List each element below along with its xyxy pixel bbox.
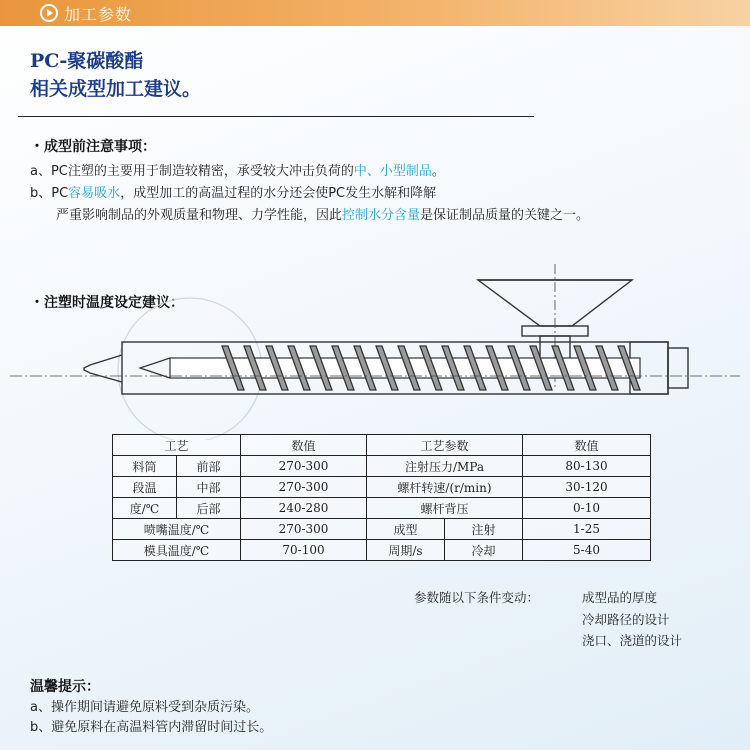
precaution-b [30,182,436,201]
title-divider [18,116,534,117]
table-cell: 模具温度/℃ [113,540,241,561]
table-header-cell: 数值 [523,435,651,456]
table-cell: 螺杆转速/(r/min) [367,477,523,498]
precaution-a-text: a、PC注塑的主要用于制造较精密，承受较大冲击负荷的 [30,164,354,179]
table-cell: 注射压力/MPa [367,456,523,477]
table-row [113,477,651,498]
barrel-nozzle [84,355,122,382]
table-header-cell: 工艺参数 [367,435,523,456]
precaution-a-highlight: 中、小型制品 [353,164,432,179]
condition-item: 浇口、浇道的设计 [582,633,683,648]
table-cell: 周期/s [367,540,445,561]
precaution-b-middle: ，成型加工的高温过程的水分还会使PC发生水解和降解 [120,186,437,201]
table-cell: 注射 [445,519,523,540]
page-title-line1: PC-聚碳酸酯 [30,50,144,72]
precaution-a [30,160,445,179]
table-cell: 成型 [367,519,445,540]
precaution-b-line2-suffix: 是保证制品质量的关键之一。 [420,208,590,223]
section-header-label: 加工参数 [64,5,133,24]
table-row [113,498,651,519]
screw-tip [140,358,170,378]
table-cell: 螺杆背压 [367,498,523,519]
table-cell: 30-120 [523,477,651,498]
table-cell: 段温 [113,477,177,498]
table-cell: 270-300 [241,477,367,498]
temperature-heading: ・注塑时温度设定建议： [30,295,184,311]
table-cell: 80-130 [523,456,651,477]
precaution-b-highlight1: 容易吸水 [68,186,121,201]
condition-item: 成型品的厚度 [582,590,658,605]
table-cell: 冷却 [445,540,523,561]
table-cell: 270-300 [241,519,367,540]
injection-screw-diagram [0,260,750,440]
precaution-a-suffix: 。 [431,164,445,179]
table-cell: 5-40 [523,540,651,561]
table-header-cell: 工艺 [113,435,241,456]
table-cell: 70-100 [241,540,367,561]
table-row [113,519,651,540]
table-cell: 1-25 [523,519,651,540]
table-cell: 度/℃ [113,498,177,519]
conditions-label: 参数随以下条件变动： [414,590,540,605]
section-header-bar [0,0,750,26]
precaution-b-line2 [56,204,589,223]
page-title-line2: 相关成型加工建议。 [30,78,202,100]
table-cell: 料筒 [113,456,177,477]
table-header-cell: 数值 [241,435,367,456]
tips-heading: 温馨提示： [30,679,100,695]
table-cell: 270-300 [241,456,367,477]
table-cell: 中部 [177,477,241,498]
play-circle-icon [40,4,58,22]
precaution-b-line2-prefix: 严重影响制品的外观质量和物理、力学性能，因此 [56,208,343,223]
tip-a: a、操作期间请避免原料受到杂质污染。 [30,700,259,715]
condition-item: 冷却路径的设计 [582,612,670,627]
process-parameter-table [112,434,651,561]
table-cell: 喷嘴温度/℃ [113,519,241,540]
table-cell: 后部 [177,498,241,519]
table-cell: 前部 [177,456,241,477]
table-header-row [113,435,651,456]
tip-b: b、避免原料在高温料管内滞留时间过长。 [30,720,273,735]
precaution-b-prefix: b、PC [30,186,69,201]
precaution-b-highlight2: 控制水分含量 [342,208,421,223]
precautions-heading: ・成型前注意事项： [30,139,156,155]
table-cell: 0-10 [523,498,651,519]
table-row [113,456,651,477]
table-cell: 240-280 [241,498,367,519]
table-row [113,540,651,561]
